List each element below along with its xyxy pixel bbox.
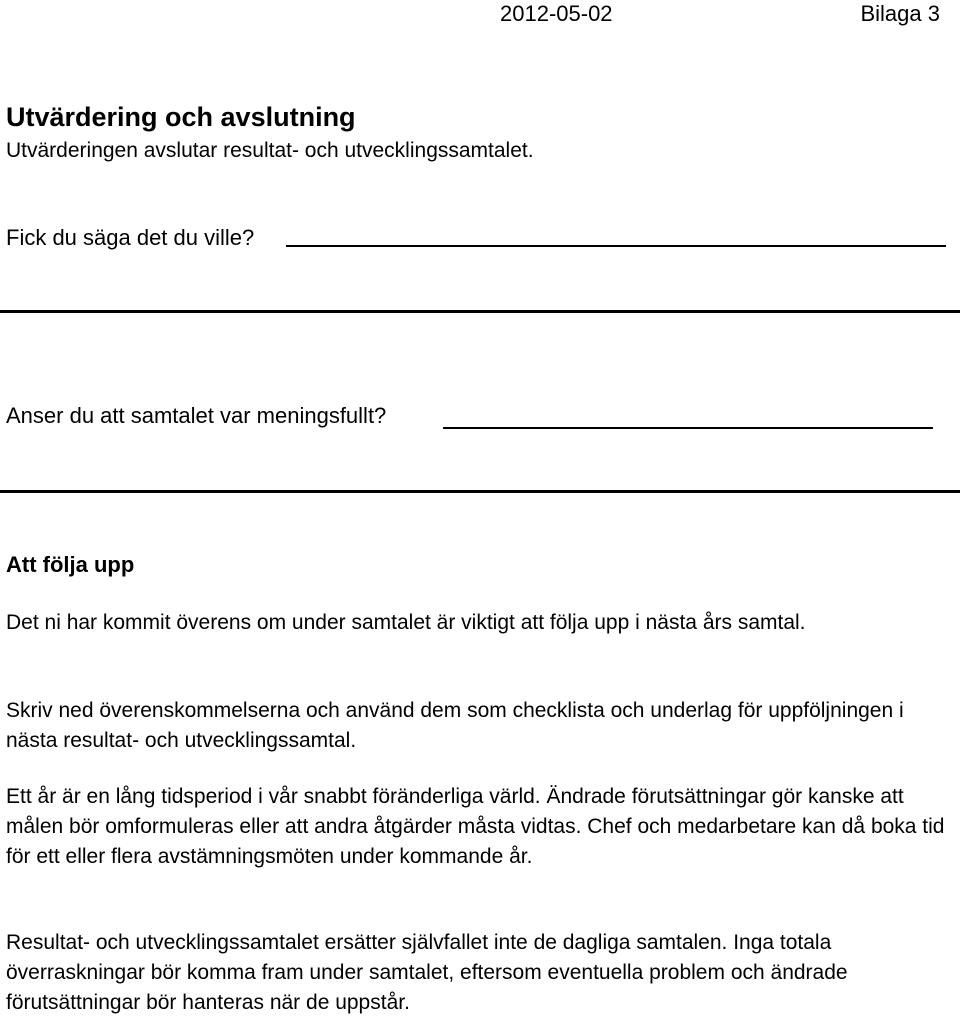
paragraph: Ett år är en lång tidsperiod i vår snabbt föränderliga värld. Ändrade förutsättningar gör kanske att målen bör omformuleras eller att andra åtgärder måsta vidtas. Chef och medarbetare kan då boka tid för ett eller flera avstämningsmöten under kommande år. bbox=[6, 785, 945, 868]
answer-line[interactable] bbox=[0, 310, 960, 313]
section-intro-evaluation: Utvärderingen avslutar resultat- och utvecklingssamtalet. bbox=[6, 139, 534, 162]
paragraph: Skriv ned överenskommelserna och använd dem som checklista och underlag för uppföljningen i nästa resultat- och utvecklingssamtal. bbox=[6, 699, 904, 752]
section-title-evaluation: Utvärdering och avslutning bbox=[6, 102, 356, 132]
question-meaningful-conversation: Anser du att samtalet var meningsfullt? bbox=[6, 403, 387, 428]
paragraph: Resultat- och utvecklingssamtalet ersätter självfallet inte de dagliga samtalen. Inga totala överraskningar bör komma fram under samtalet, eftersom eventuella problem och ändrade förutsättningar bör hanteras när de uppstår. bbox=[6, 931, 848, 1014]
header-date: 2012-05-02 bbox=[500, 1, 613, 26]
answer-line[interactable] bbox=[286, 245, 946, 247]
header-attachment-label: Bilaga 3 bbox=[860, 1, 940, 26]
answer-line[interactable] bbox=[0, 490, 960, 493]
section-title-follow-up: Att följa upp bbox=[6, 552, 135, 577]
question-said-what-you-wanted: Fick du säga det du ville? bbox=[6, 225, 255, 250]
paragraph: Det ni har kommit överens om under samtalet är viktigt att följa upp i nästa års samtal. bbox=[6, 611, 806, 634]
answer-line[interactable] bbox=[443, 427, 933, 429]
